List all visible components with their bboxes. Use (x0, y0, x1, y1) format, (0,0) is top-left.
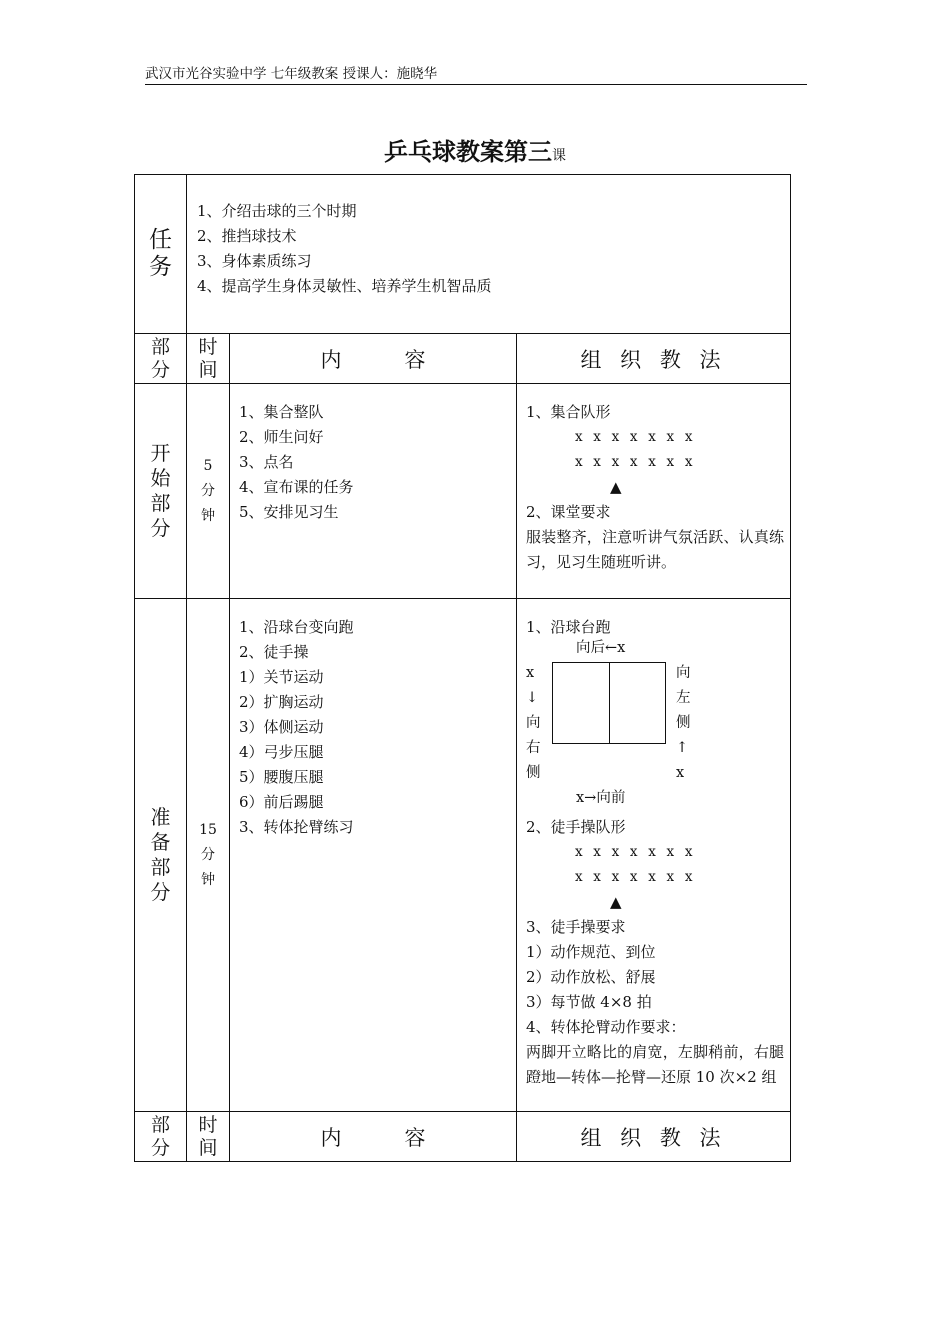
run-title: 1、沿球台跑 (526, 618, 611, 636)
table-net (609, 663, 610, 743)
col-content-header: 内 容 (230, 334, 517, 384)
task-content (187, 175, 791, 334)
requirement-text: 服装整齐，注意听讲气氛活跃、认真练习，见习生随班听讲。 (526, 528, 785, 571)
up-arrow-icon: ↑ (676, 740, 689, 756)
formation-title: 1、集合队形 (526, 403, 611, 421)
col-content-header: 内 容 (230, 1112, 517, 1162)
requirement-item: 2）动作放松、舒展 (526, 968, 656, 986)
col-part-header: 部分 (135, 334, 187, 384)
task-item: 2、推挡球技术 (197, 227, 297, 245)
col-part-header: 部分 (135, 1112, 187, 1162)
section-time: 15分钟 (187, 599, 230, 1112)
task-item: 3、身体素质练习 (197, 252, 312, 270)
content-item: 1）关节运动 (239, 668, 324, 686)
formation-row: x x x x x x x (575, 454, 696, 470)
title-suffix: 课 (552, 148, 566, 164)
column-header-row (135, 334, 791, 384)
lesson-plan-table (134, 174, 791, 1162)
content-item: 1、沿球台变向跑 (239, 618, 354, 636)
title-main: 乒乓球教案第三 (384, 138, 552, 166)
task-row (135, 175, 791, 334)
diagram-bottom-label: x→向前 (576, 790, 626, 806)
swing-text: 两脚开立略比的肩宽，左脚稍前，右腿蹬地—转体—抡臂—还原 10 次×2 组 (526, 1043, 785, 1086)
diagram-right-label: 侧 (676, 715, 691, 731)
section-start-row (135, 384, 791, 599)
formation-row: x x x x x x x (575, 844, 696, 860)
diagram-left-label: 侧 (526, 765, 541, 781)
content-item: 2、师生问好 (239, 428, 324, 446)
content-item: 3、点名 (239, 453, 294, 471)
content-item: 1、集合整队 (239, 403, 324, 421)
content-item: 2、徒手操 (239, 643, 309, 661)
formation-row: x x x x x x x (575, 429, 696, 445)
requirement-item: 3）每节做 4×8 拍 (526, 993, 652, 1011)
page-title (0, 132, 950, 167)
task-item: 1、介绍击球的三个时期 (197, 202, 357, 220)
diagram-top-label: 向后←x (576, 640, 626, 656)
formation-row: x x x x x x x (575, 869, 696, 885)
content-item: 5）腰腹压腿 (239, 768, 324, 786)
content-item: 2）扩胸运动 (239, 693, 324, 711)
formation-title: 2、徒手操队形 (526, 818, 626, 836)
teacher-marker: ▲ (610, 893, 622, 911)
page-header: 武汉市光谷实验中学 七年级教案 授课人：施晓华 (145, 64, 807, 85)
requirement-title: 3、徒手操要求 (526, 918, 626, 936)
diagram-right-label: 向 (676, 665, 691, 681)
content-item: 6）前后踢腿 (239, 793, 324, 811)
table-run-diagram (526, 640, 786, 806)
section-prep-row (135, 599, 791, 1112)
content-item: 4）弓步压腿 (239, 743, 324, 761)
content-item: 3）体侧运动 (239, 718, 324, 736)
section-time: 5分钟 (187, 384, 230, 599)
content-item: 4、宣布课的任务 (239, 478, 354, 496)
requirement-title: 2、课堂要求 (526, 503, 611, 521)
col-method-header: 组 织 教 法 (517, 1112, 791, 1162)
section-content (230, 599, 517, 1112)
col-method-header: 组 织 教 法 (517, 334, 791, 384)
swing-title: 4、转体抡臂动作要求： (526, 1018, 686, 1036)
col-time-header: 时间 (187, 334, 230, 384)
down-arrow-icon: ↓ (526, 690, 539, 706)
content-item: 5、安排见习生 (239, 503, 339, 521)
diagram-left-label: 向 (526, 715, 541, 731)
section-part: 准备部分 (135, 599, 187, 1112)
col-time-header: 时间 (187, 1112, 230, 1162)
section-content (230, 384, 517, 599)
requirement-item: 1）动作规范、到位 (526, 943, 656, 961)
section-method (517, 384, 791, 599)
diagram-right-label: 左 (676, 690, 691, 706)
task-item: 4、提高学生身体灵敏性、培养学生机智品质 (197, 277, 492, 295)
column-header-row-repeat (135, 1112, 791, 1162)
task-label: 任务 (135, 175, 187, 334)
diagram-left-label: x (526, 665, 535, 681)
diagram-right-label: x (676, 765, 685, 781)
table-tennis-table (552, 662, 666, 744)
diagram-left-label: 右 (526, 740, 541, 756)
section-part: 开始部分 (135, 384, 187, 599)
teacher-marker: ▲ (610, 478, 622, 496)
content-item: 3、转体抡臂练习 (239, 818, 354, 836)
section-method (517, 599, 791, 1112)
